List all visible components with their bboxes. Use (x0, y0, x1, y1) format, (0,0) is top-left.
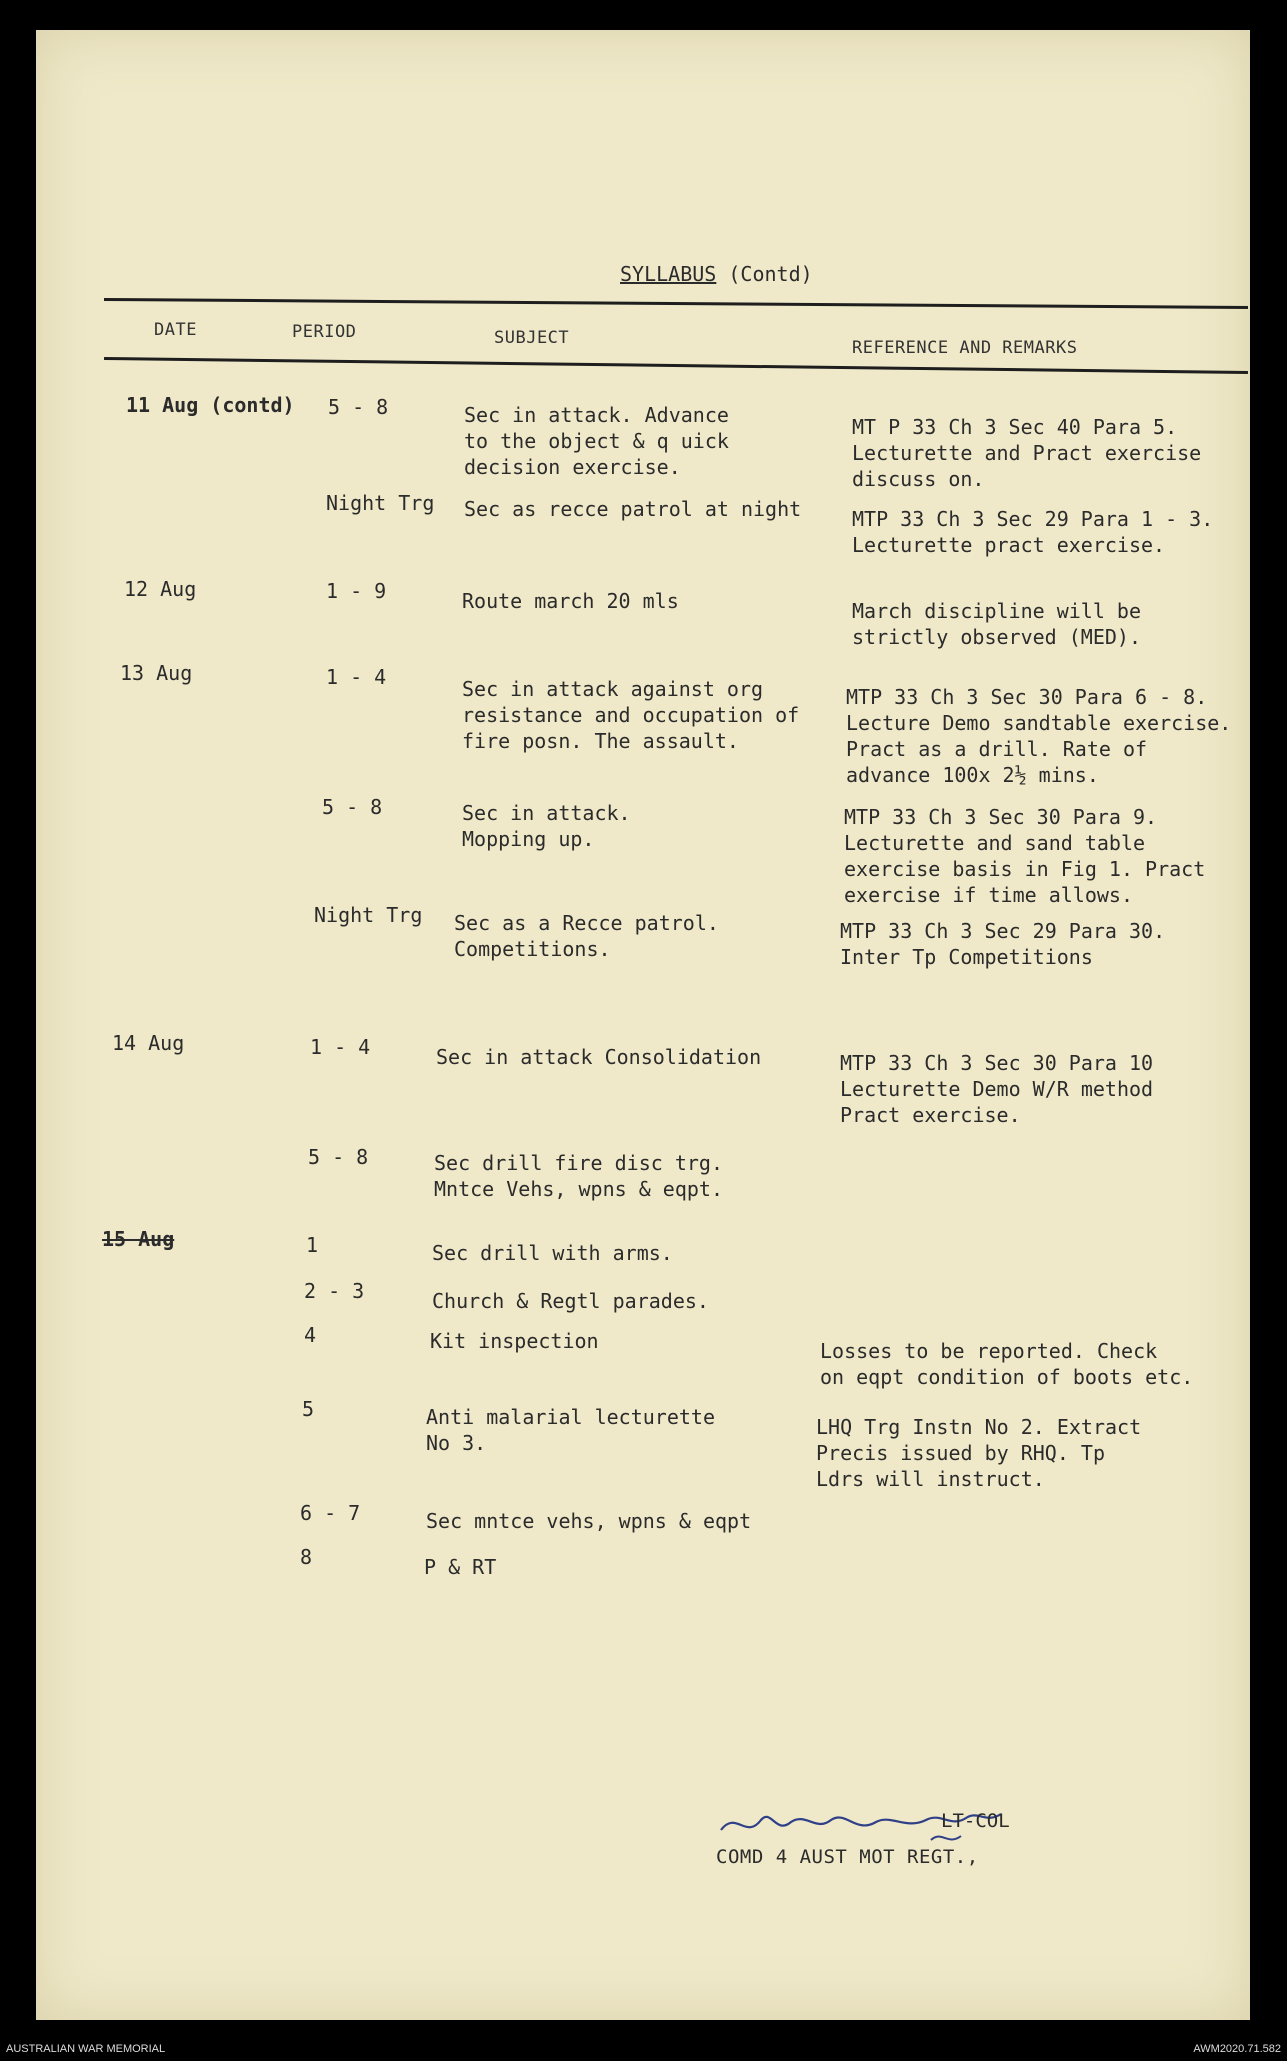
row-subject (436, 1044, 761, 1070)
subject-line: Sec as recce patrol at night (464, 497, 802, 521)
row-period: Night Trg (314, 903, 423, 927)
row-period: 5 - 8 (308, 1145, 369, 1169)
remarks-line: MTP 33 Ch 3 Sec 29 Para 30. (840, 919, 1166, 943)
remarks-line: exercise if time allows. (844, 883, 1133, 907)
header-remarks: REFERENCE AND REMARKS (852, 338, 1078, 358)
remarks-line: Pract as a drill. Rate of (846, 737, 1148, 761)
row-date: 12 Aug (124, 577, 197, 601)
row-subject (424, 1554, 496, 1580)
row-remarks (816, 1414, 1141, 1492)
row-subject (426, 1508, 751, 1534)
remarks-line: MT P 33 Ch 3 Sec 40 Para 5. (852, 415, 1178, 439)
row-subject (454, 910, 719, 962)
remarks-line: Lecturette and Pract exercise (852, 441, 1202, 465)
remarks-line: LHQ Trg Instn No 2. Extract (816, 1415, 1142, 1439)
subject-line: fire posn. The assault. (462, 729, 739, 753)
remarks-line: Losses to be reported. Check (820, 1339, 1158, 1363)
row-subject (464, 496, 801, 522)
header-bottom-rule (104, 357, 1248, 374)
row-period: 5 - 8 (328, 395, 389, 419)
remarks-line: March discipline will be (852, 599, 1141, 623)
row-period: 1 - 9 (326, 579, 387, 603)
footer-left: AUSTRALIAN WAR MEMORIAL (6, 2043, 166, 2055)
row-date: 15 Aug (102, 1227, 175, 1251)
row-subject (464, 402, 729, 480)
remarks-line: advance 100x 2½ mins. (846, 763, 1099, 787)
remarks-line: Lecturette and sand table (844, 831, 1146, 855)
subject-line: Mopping up. (462, 827, 595, 851)
remarks-line: Lecture Demo sandtable exercise. (846, 711, 1232, 735)
remarks-line: Lecturette Demo W/R method (840, 1077, 1154, 1101)
row-date: 11 Aug (contd) (126, 393, 295, 417)
remarks-line: MTP 33 Ch 3 Sec 30 Para 10 (840, 1051, 1154, 1075)
remarks-line: Ldrs will instruct. (816, 1467, 1045, 1491)
remarks-line: MTP 33 Ch 3 Sec 30 Para 6 - 8. (846, 685, 1208, 709)
row-remarks (844, 804, 1205, 908)
subject-line: Sec drill fire disc trg. (434, 1151, 723, 1175)
remarks-line: strictly observed (MED). (852, 625, 1141, 649)
subject-line: decision exercise. (464, 455, 681, 479)
document-page (36, 30, 1250, 2020)
remarks-line: discuss on. (852, 467, 985, 491)
subject-line: Sec in attack Consolidation (436, 1045, 762, 1069)
row-remarks (846, 684, 1231, 788)
row-date: 13 Aug (120, 661, 193, 685)
remarks-line: Inter Tp Competitions (840, 945, 1093, 969)
row-period: 6 - 7 (300, 1501, 361, 1525)
row-period: 2 - 3 (304, 1279, 365, 1303)
row-remarks (820, 1338, 1193, 1390)
remarks-line: MTP 33 Ch 3 Sec 29 Para 1 - 3. (852, 507, 1214, 531)
subject-line: Mntce Vehs, wpns & eqpt. (434, 1177, 723, 1201)
signature-unit: COMD 4 AUST MOT REGT., (716, 1846, 979, 1868)
row-subject (430, 1328, 599, 1354)
header-period: PERIOD (292, 322, 357, 342)
row-date: 14 Aug (112, 1031, 185, 1055)
remarks-line: Lecturette pract exercise. (852, 533, 1166, 557)
subject-line: Sec drill with arms. (432, 1241, 673, 1265)
row-remarks (840, 1050, 1153, 1128)
row-period: 5 - 8 (322, 795, 383, 819)
title-text: SYLLABUS (620, 262, 717, 286)
row-subject (426, 1404, 715, 1456)
footer-right: AWM2020.71.582 (1193, 2043, 1281, 2055)
row-period: 5 (302, 1397, 315, 1421)
page-title (620, 262, 813, 286)
remarks-line: exercise basis in Fig 1. Pract (844, 857, 1206, 881)
row-remarks (852, 506, 1213, 558)
row-subject (462, 588, 679, 614)
row-period: 8 (300, 1545, 313, 1569)
row-subject (432, 1240, 673, 1266)
subject-line: Sec in attack against org (462, 677, 764, 701)
row-remarks (852, 414, 1201, 492)
remarks-line: MTP 33 Ch 3 Sec 30 Para 9. (844, 805, 1158, 829)
subject-line: P & RT (424, 1555, 497, 1579)
archive-footer (0, 2037, 1287, 2061)
row-period: 1 (306, 1233, 319, 1257)
subject-line: to the object & q uick (464, 429, 729, 453)
row-period: Night Trg (326, 491, 435, 515)
subject-line: Route march 20 mls (462, 589, 679, 613)
title-suffix: (Contd) (728, 262, 813, 286)
remarks-line: on eqpt condition of boots etc. (820, 1365, 1194, 1389)
row-subject (434, 1150, 723, 1202)
row-subject (462, 676, 799, 754)
header-top-rule (104, 298, 1248, 309)
row-subject (432, 1288, 709, 1314)
header-date: DATE (154, 320, 197, 340)
subject-line: Sec mntce vehs, wpns & eqpt (426, 1509, 752, 1533)
subject-line: resistance and occupation of (462, 703, 800, 727)
remarks-line: Pract exercise. (840, 1103, 1021, 1127)
subject-line: Sec in attack. Advance (464, 403, 729, 427)
remarks-line: Precis issued by RHQ. Tp (816, 1441, 1105, 1465)
subject-line: Sec in attack. (462, 801, 631, 825)
subject-line: Sec as a Recce patrol. (454, 911, 719, 935)
subject-line: Kit inspection (430, 1329, 599, 1353)
row-period: 4 (304, 1323, 317, 1347)
row-subject (462, 800, 631, 852)
subject-line: No 3. (426, 1431, 487, 1455)
header-subject: SUBJECT (494, 328, 570, 348)
row-period: 1 - 4 (326, 665, 387, 689)
subject-line: Church & Regtl parades. (432, 1289, 709, 1313)
signature-rank: LT-COL (941, 1810, 1010, 1832)
row-remarks (840, 918, 1165, 970)
subject-line: Anti malarial lecturette (426, 1405, 715, 1429)
subject-line: Competitions. (454, 937, 611, 961)
row-remarks (852, 598, 1141, 650)
row-period: 1 - 4 (310, 1035, 371, 1059)
